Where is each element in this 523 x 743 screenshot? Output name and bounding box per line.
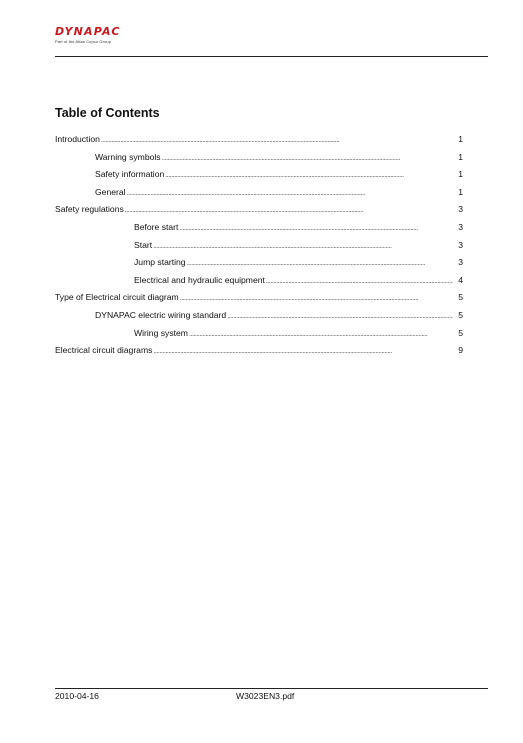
header-divider xyxy=(55,56,488,57)
toc-entry[interactable] xyxy=(55,201,463,219)
toc-entry[interactable] xyxy=(55,342,463,360)
toc-leader-dots xyxy=(125,202,453,220)
toc-entry-label: Start xyxy=(134,239,153,250)
toc-entry[interactable] xyxy=(55,166,463,184)
toc-leader-dots xyxy=(153,238,453,256)
footer-divider xyxy=(55,688,488,689)
toc-entry-label: Type of Electrical circuit diagram xyxy=(55,292,179,303)
toc-leader-dots xyxy=(189,326,453,344)
toc-entry-label: Safety information xyxy=(95,169,165,180)
toc-leader-dots xyxy=(153,343,453,361)
toc-entry[interactable] xyxy=(55,149,463,167)
toc-entry[interactable] xyxy=(55,272,463,290)
toc-entry[interactable] xyxy=(55,325,463,343)
toc-entry-label: Warning symbols xyxy=(95,151,161,162)
toc-entry-label: DYNAPAC electric wiring standard xyxy=(95,309,227,320)
toc-leader-dots xyxy=(227,308,453,326)
toc-entry-label: Electrical and hydraulic equipment xyxy=(134,274,265,285)
toc-entry-label: Introduction xyxy=(55,134,100,144)
toc-entry[interactable] xyxy=(55,184,463,202)
toc-entry-page: 3 xyxy=(458,221,463,232)
toc-entry-page: 5 xyxy=(458,309,463,320)
toc-leader-dots xyxy=(101,132,453,150)
toc-entry-page: 1 xyxy=(458,134,463,144)
toc-leader-dots xyxy=(162,150,453,168)
toc-entry-label: Before start xyxy=(134,221,179,232)
page-title: Table of Contents xyxy=(55,106,160,120)
toc-entry-label: General xyxy=(95,186,126,197)
toc-leader-dots xyxy=(266,273,453,291)
toc-entry-page: 1 xyxy=(458,169,463,180)
toc-entry[interactable] xyxy=(55,289,463,307)
toc-entry[interactable] xyxy=(55,237,463,255)
toc-leader-dots xyxy=(165,167,453,185)
toc-leader-dots xyxy=(127,185,453,203)
toc-entry-label: Safety regulations xyxy=(55,204,124,215)
toc-entry[interactable] xyxy=(55,254,463,272)
toc-entry-page: 9 xyxy=(458,345,463,356)
footer-filename: W3023EN3.pdf xyxy=(236,691,295,701)
dynapac-logo: DYNAPAC xyxy=(55,25,121,38)
toc-entry[interactable] xyxy=(55,307,463,325)
toc-leader-dots xyxy=(187,255,453,273)
toc-entry-page: 3 xyxy=(458,239,463,250)
toc-leader-dots xyxy=(179,220,453,238)
footer-date: 2010-04-16 xyxy=(55,691,99,701)
toc-entry-page: 1 xyxy=(458,186,463,197)
toc-leader-dots xyxy=(180,290,453,308)
toc-entry-label: Electrical circuit diagrams xyxy=(55,345,153,356)
logo-tagline: Part of the Atlas Copco Group xyxy=(55,39,112,44)
toc-entry-label: Wiring system xyxy=(134,327,188,338)
header xyxy=(55,26,121,44)
toc-entry[interactable] xyxy=(55,219,463,237)
toc-entry-page: 5 xyxy=(458,327,463,338)
table-of-contents xyxy=(55,131,463,360)
toc-entry-page: 5 xyxy=(458,292,463,303)
toc-entry-page: 3 xyxy=(458,257,463,268)
toc-entry-page: 4 xyxy=(458,274,463,285)
toc-entry-page: 3 xyxy=(458,204,463,215)
toc-entry-label: Jump starting xyxy=(134,257,186,268)
toc-entry-page: 1 xyxy=(458,151,463,162)
toc-entry[interactable] xyxy=(55,131,463,149)
